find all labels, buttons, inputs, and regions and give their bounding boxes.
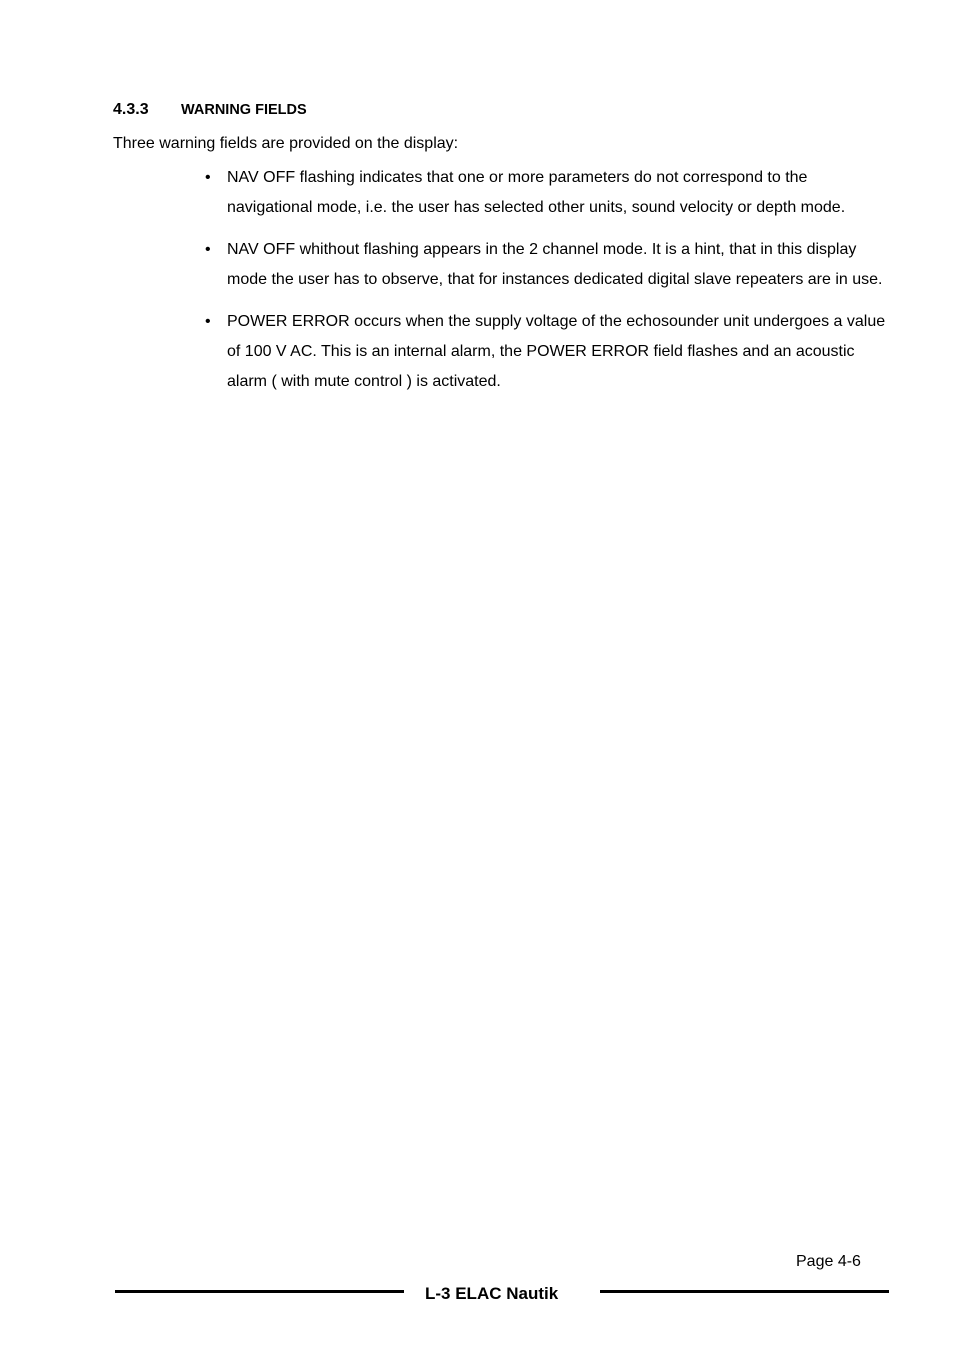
bullet-icon: • (205, 313, 211, 330)
warning-fields-list (205, 163, 895, 409)
section-title: WARNING FIELDS (181, 102, 307, 118)
list-item (205, 307, 895, 397)
footer-rule-left (115, 1290, 404, 1293)
list-item-text: NAV OFF whithout flashing appears in the 2 channel mode. It is a hint, that in this display mode the user has to observe, that for instances dedicated digital slave repeaters are in use. (227, 241, 883, 288)
section-number: 4.3.3 (113, 101, 149, 118)
bullet-icon: • (205, 241, 211, 258)
list-item-text: POWER ERROR occurs when the supply voltage of the echosounder unit undergoes a value of 100 V AC. This is an internal alarm, the POWER ERROR field flashes and an acoustic alarm ( with mute control ) is activated. (227, 313, 886, 390)
section-heading (113, 101, 307, 119)
page-number: Page 4-6 (796, 1253, 861, 1270)
list-item (205, 163, 895, 223)
list-item (205, 235, 895, 295)
footer-rule-right (600, 1290, 889, 1293)
bullet-icon: • (205, 169, 211, 186)
intro-paragraph: Three warning fields are provided on the display: (113, 135, 459, 152)
footer-brand: L-3 ELAC Nautik (425, 1284, 559, 1303)
list-item-text: NAV OFF flashing indicates that one or more parameters do not correspond to the navigational mode, i.e. the user has selected other units, sound velocity or depth mode. (227, 169, 846, 216)
